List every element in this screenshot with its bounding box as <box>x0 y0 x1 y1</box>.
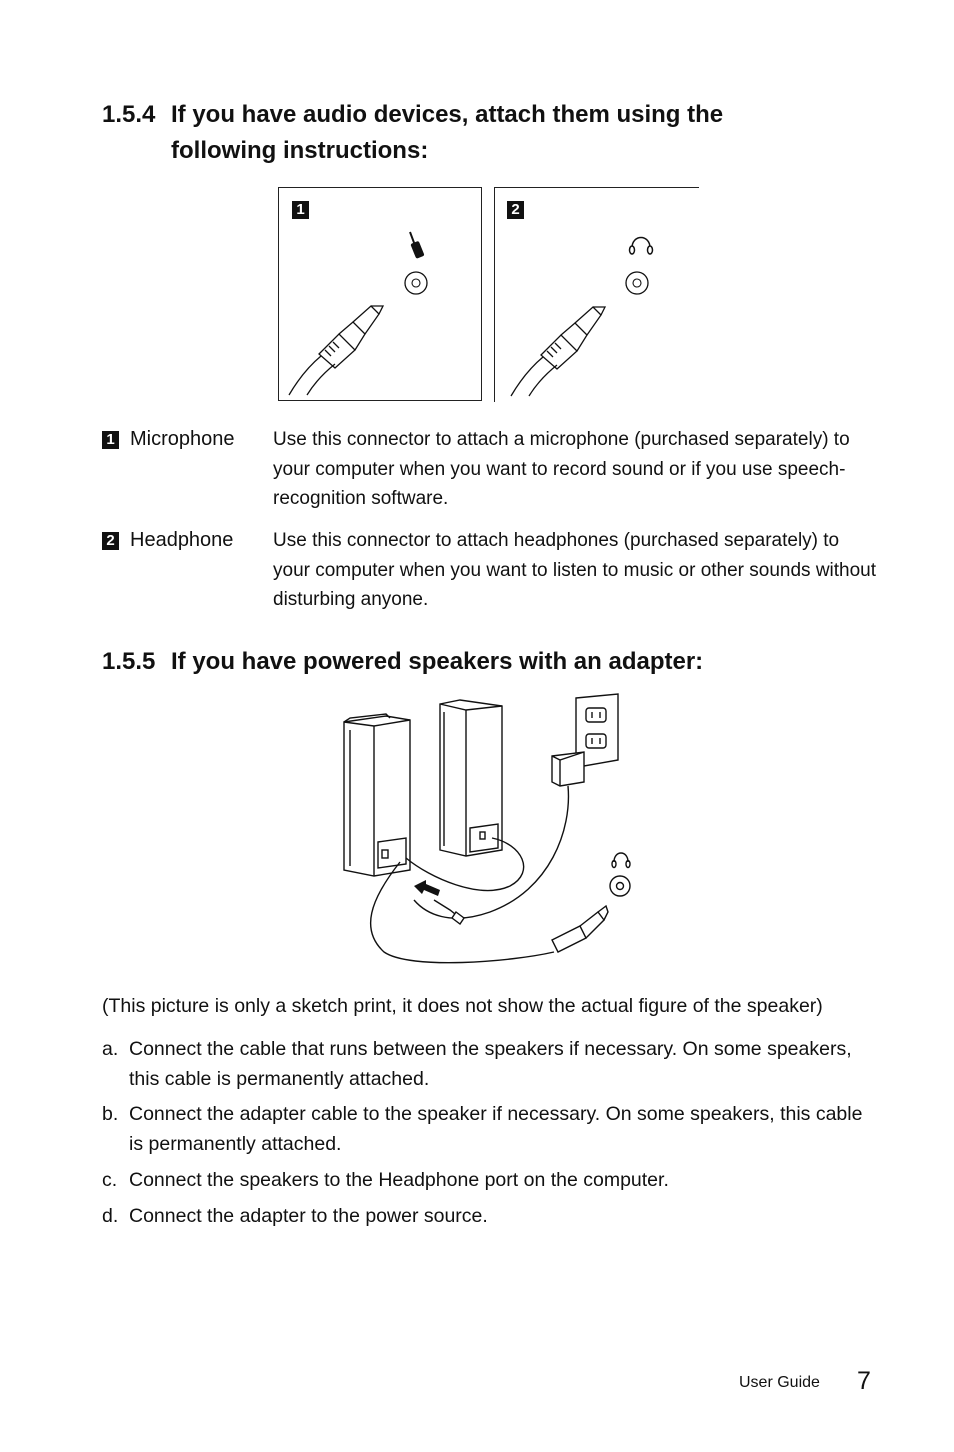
section-154-heading <box>102 97 822 169</box>
headphone-badge: 2 <box>102 532 119 550</box>
step-d-marker: d. <box>102 1205 119 1227</box>
panel-2-badge: 2 <box>507 201 524 219</box>
step-d-text: Connect the adapter to the power source. <box>129 1205 488 1227</box>
section-155-heading <box>102 644 822 680</box>
connector-row-headphone <box>102 526 882 618</box>
headphone-term: Headphone <box>130 529 234 551</box>
section-155-title: If you have powered speakers with an adapter: <box>171 648 704 675</box>
step-c-marker: c. <box>102 1169 118 1191</box>
headphone-jack-icon <box>626 272 648 294</box>
microphone-badge: 1 <box>102 431 119 449</box>
page-number: 7 <box>857 1367 871 1395</box>
headphone-description: Use this connector to attach headphones (purchased separately) to your computer when you want to listen to music or other sounds without disturbing anyone. <box>273 530 877 610</box>
step-d <box>102 1202 882 1232</box>
audio-connectors-figure <box>278 187 698 402</box>
powered-speakers-illustration <box>330 690 640 975</box>
step-c <box>102 1166 882 1196</box>
headphone-plug-illustration <box>495 188 699 402</box>
section-154-title: If you have audio devices, attach them using the following instructions: <box>171 101 724 164</box>
right-speaker <box>440 700 502 856</box>
step-a-marker: a. <box>102 1038 119 1060</box>
mic-jack-icon <box>405 272 427 294</box>
panel-1-badge: 1 <box>292 201 309 219</box>
step-a-text: Connect the cable that runs between the speakers if necessary. On some speakers, this cable is permanently attached. <box>129 1038 852 1090</box>
section-155-number: 1.5.5 <box>102 648 156 675</box>
microphone-term: Microphone <box>130 428 235 450</box>
left-speaker <box>344 714 410 876</box>
microphone-description: Use this connector to attach a microphone (purchased separately) to your computer when you want to record sound or if you use speech-recognition software. <box>273 429 850 509</box>
figure-caption: (This picture is only a sketch print, it does not show the actual figure of the speaker) <box>102 995 823 1017</box>
headphone-panel <box>494 187 699 402</box>
step-b-marker: b. <box>102 1103 119 1125</box>
microphone-plug-illustration <box>279 188 481 400</box>
step-b <box>102 1100 882 1160</box>
headphone-plug <box>511 307 605 396</box>
microphone-icon <box>410 232 425 259</box>
step-c-text: Connect the speakers to the Headphone port on the computer. <box>129 1169 669 1191</box>
section-154-number: 1.5.4 <box>102 101 156 128</box>
footer-label: User Guide <box>739 1374 820 1391</box>
step-a <box>102 1035 882 1095</box>
headphone-icon <box>630 238 653 255</box>
step-b-text: Connect the adapter cable to the speaker if necessary. On some speakers, this cable is permanently attached. <box>129 1103 863 1155</box>
connector-row-microphone <box>102 425 882 517</box>
mic-plug <box>289 306 383 395</box>
insert-arrow-icon <box>414 880 440 896</box>
microphone-panel <box>278 187 482 401</box>
